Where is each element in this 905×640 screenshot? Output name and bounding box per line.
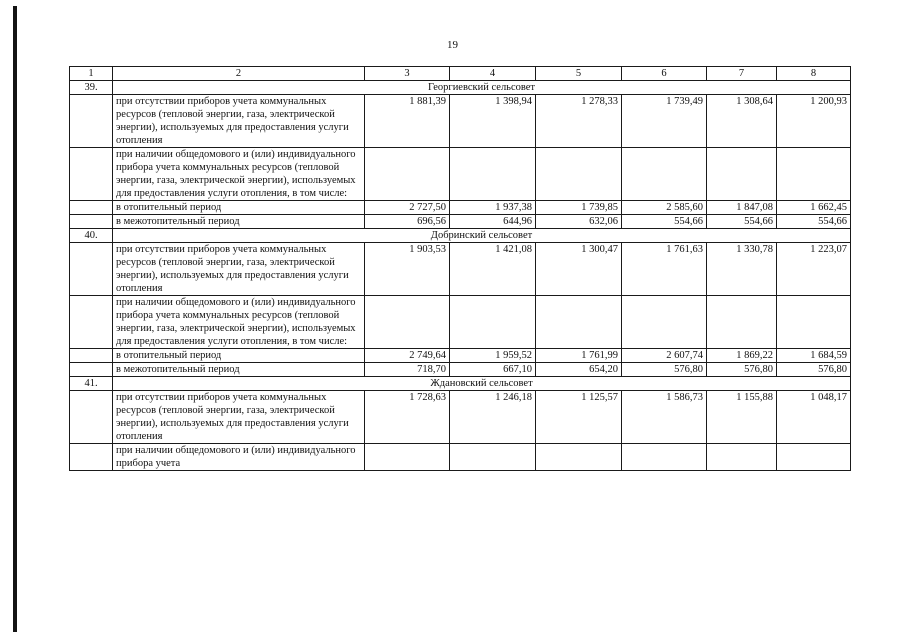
- table-row: [70, 391, 851, 444]
- value-cell: [365, 148, 450, 201]
- value-cell: [536, 444, 622, 471]
- column-header: 5: [536, 67, 622, 81]
- value-cell: 554,66: [622, 215, 707, 229]
- row-number-cell: [70, 95, 113, 148]
- value-cell: 667,10: [450, 363, 536, 377]
- value-cell: 2 607,74: [622, 349, 707, 363]
- value-cell: 2 727,50: [365, 201, 450, 215]
- value-cell: 1 847,08: [707, 201, 777, 215]
- value-cell: 1 959,52: [450, 349, 536, 363]
- row-label: в отопительный период: [113, 201, 365, 215]
- row-label: при отсутствии приборов учета коммунальных ресурсов (тепловой энергии, газа, электрической энергии), используемых для предоставления услуги отопления: [113, 391, 365, 444]
- table-row: [70, 444, 851, 471]
- section-number: 41.: [70, 377, 113, 391]
- value-cell: 1 586,73: [622, 391, 707, 444]
- value-cell: [707, 444, 777, 471]
- value-cell: [365, 444, 450, 471]
- value-cell: 1 125,57: [536, 391, 622, 444]
- value-cell: 1 739,85: [536, 201, 622, 215]
- value-cell: 632,06: [536, 215, 622, 229]
- value-cell: 2 749,64: [365, 349, 450, 363]
- row-label: в межотопительный период: [113, 363, 365, 377]
- section-header-row: [70, 81, 851, 95]
- value-cell: [450, 296, 536, 349]
- value-cell: 1 048,17: [777, 391, 851, 444]
- value-cell: 1 155,88: [707, 391, 777, 444]
- value-cell: [622, 148, 707, 201]
- value-cell: 576,80: [707, 363, 777, 377]
- row-number-cell: [70, 391, 113, 444]
- table-row: [70, 243, 851, 296]
- table-body: [70, 67, 851, 471]
- row-number-cell: [70, 349, 113, 363]
- table-row: [70, 363, 851, 377]
- column-header: 8: [777, 67, 851, 81]
- value-cell: 1 223,07: [777, 243, 851, 296]
- value-cell: 644,96: [450, 215, 536, 229]
- section-title: Георгиевский сельсовет: [113, 81, 851, 95]
- row-number-cell: [70, 148, 113, 201]
- value-cell: 654,20: [536, 363, 622, 377]
- value-cell: 1 903,53: [365, 243, 450, 296]
- value-cell: 1 398,94: [450, 95, 536, 148]
- section-title: Ждановский сельсовет: [113, 377, 851, 391]
- row-number-cell: [70, 296, 113, 349]
- table-row: [70, 201, 851, 215]
- section-header-row: [70, 377, 851, 391]
- table-row: [70, 349, 851, 363]
- value-cell: 1 246,18: [450, 391, 536, 444]
- table-row: [70, 95, 851, 148]
- row-label: при отсутствии приборов учета коммунальных ресурсов (тепловой энергии, газа, электрической энергии), используемых для предоставления услуги отопления: [113, 95, 365, 148]
- value-cell: 1 739,49: [622, 95, 707, 148]
- value-cell: [536, 296, 622, 349]
- value-cell: 554,66: [707, 215, 777, 229]
- value-cell: [450, 148, 536, 201]
- column-header: 1: [70, 67, 113, 81]
- value-cell: 1 278,33: [536, 95, 622, 148]
- value-cell: [450, 444, 536, 471]
- value-cell: 718,70: [365, 363, 450, 377]
- value-cell: 576,80: [622, 363, 707, 377]
- value-cell: 2 585,60: [622, 201, 707, 215]
- value-cell: [777, 296, 851, 349]
- table-row: [70, 148, 851, 201]
- value-cell: 1 684,59: [777, 349, 851, 363]
- row-number-cell: [70, 215, 113, 229]
- row-label: при наличии общедомового и (или) индивидуального прибора учета коммунальных ресурсов (тепловой энергии, газа, электрической энергии), используемых для предоставления услуги отопления, в том числе:: [113, 148, 365, 201]
- value-cell: [536, 148, 622, 201]
- row-number-cell: [70, 243, 113, 296]
- value-cell: [365, 296, 450, 349]
- column-header: 3: [365, 67, 450, 81]
- tariff-table: [69, 66, 851, 471]
- section-header-row: [70, 229, 851, 243]
- value-cell: 1 662,45: [777, 201, 851, 215]
- value-cell: 1 200,93: [777, 95, 851, 148]
- value-cell: [707, 296, 777, 349]
- section-number: 39.: [70, 81, 113, 95]
- value-cell: 1 881,39: [365, 95, 450, 148]
- column-header: 6: [622, 67, 707, 81]
- section-number: 40.: [70, 229, 113, 243]
- value-cell: 1 728,63: [365, 391, 450, 444]
- column-header: 2: [113, 67, 365, 81]
- column-header: 7: [707, 67, 777, 81]
- table-row: [70, 215, 851, 229]
- value-cell: 1 300,47: [536, 243, 622, 296]
- value-cell: 554,66: [777, 215, 851, 229]
- value-cell: [707, 148, 777, 201]
- row-label: при наличии общедомового и (или) индивидуального прибора учета: [113, 444, 365, 471]
- column-header-row: [70, 67, 851, 81]
- value-cell: [777, 148, 851, 201]
- column-header: 4: [450, 67, 536, 81]
- value-cell: 1 761,99: [536, 349, 622, 363]
- value-cell: 1 330,78: [707, 243, 777, 296]
- page-number: 19: [447, 39, 458, 51]
- value-cell: 576,80: [777, 363, 851, 377]
- value-cell: 696,56: [365, 215, 450, 229]
- row-number-cell: [70, 201, 113, 215]
- value-cell: 1 761,63: [622, 243, 707, 296]
- row-label: при отсутствии приборов учета коммунальных ресурсов (тепловой энергии, газа, электрической энергии), используемых для предоставления услуги отопления: [113, 243, 365, 296]
- value-cell: [622, 296, 707, 349]
- table-row: [70, 296, 851, 349]
- row-label: в отопительный период: [113, 349, 365, 363]
- value-cell: [777, 444, 851, 471]
- value-cell: 1 421,08: [450, 243, 536, 296]
- value-cell: [622, 444, 707, 471]
- row-label: при наличии общедомового и (или) индивидуального прибора учета коммунальных ресурсов (тепловой энергии, газа, электрической энергии), используемых для предоставления услуги отопления, в том числе:: [113, 296, 365, 349]
- row-label: в межотопительный период: [113, 215, 365, 229]
- section-title: Добринский сельсовет: [113, 229, 851, 243]
- row-number-cell: [70, 363, 113, 377]
- value-cell: 1 869,22: [707, 349, 777, 363]
- value-cell: 1 937,38: [450, 201, 536, 215]
- value-cell: 1 308,64: [707, 95, 777, 148]
- scan-edge-line: [13, 6, 17, 632]
- row-number-cell: [70, 444, 113, 471]
